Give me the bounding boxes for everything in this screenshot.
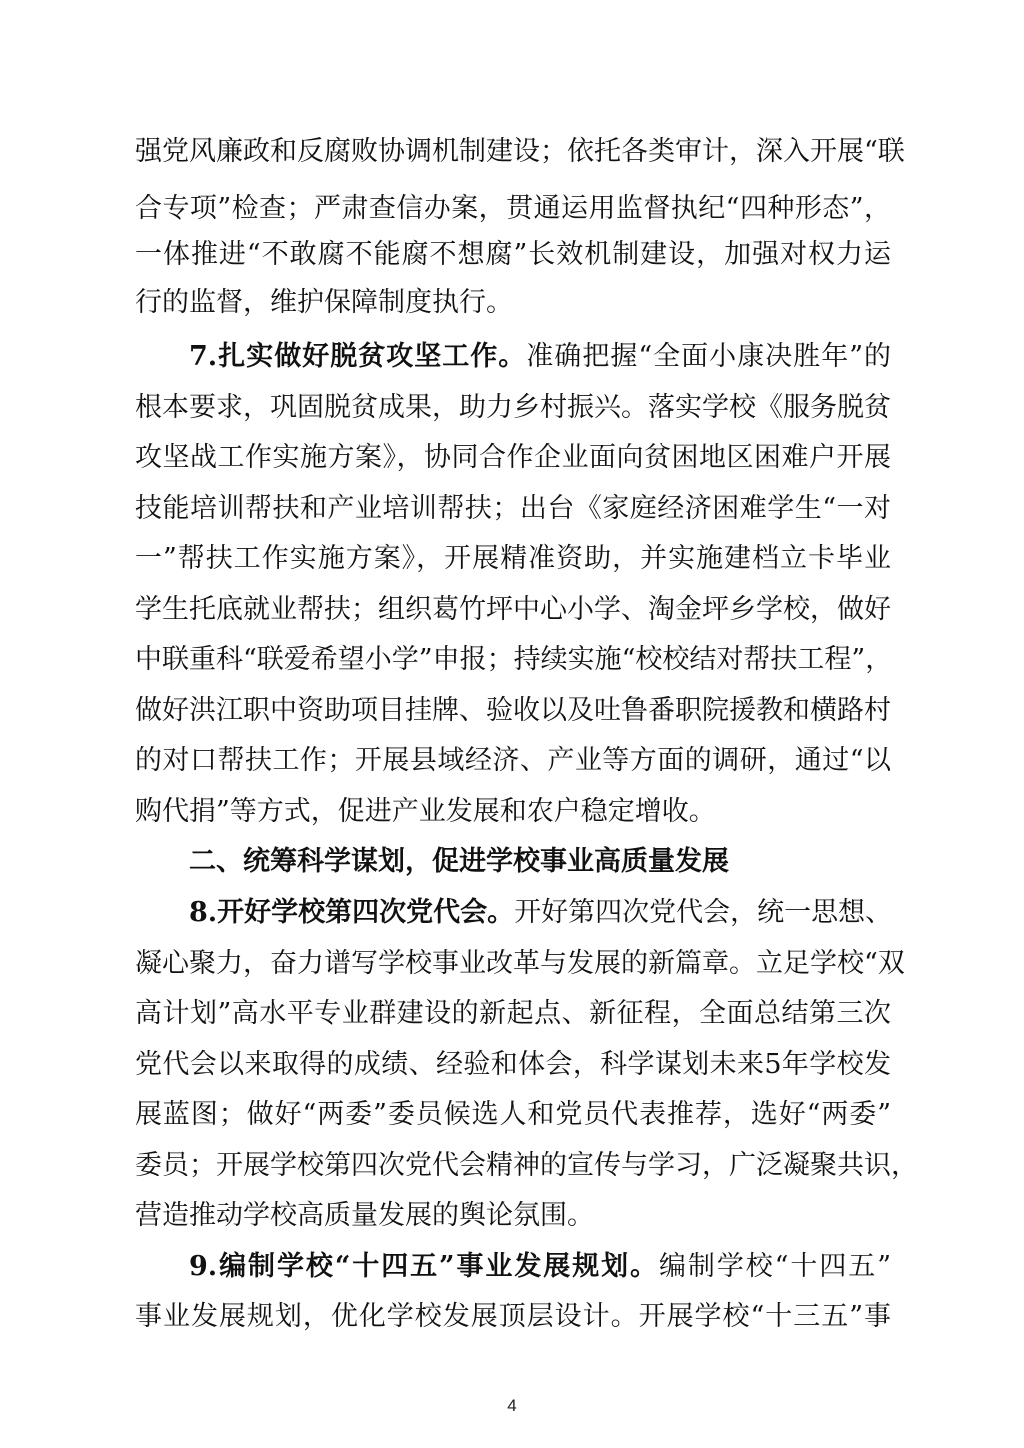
item-7-lead-text: 准确把握“全面小康决胜年”的	[526, 341, 892, 372]
text-line: 凝心聚力，奋力谱写学校事业改革与发展的新篇章。立足学校“双	[135, 948, 905, 979]
text-line: 展蓝图；做好“两委”委员候选人和党员代表推荐，选好“两委”	[135, 1099, 891, 1130]
item-8-title: 8.开好学校第四次党代会。	[189, 897, 515, 928]
text-line: 的对口帮扶工作；开展县域经济、产业等方面的调研，通过“以	[135, 745, 891, 776]
item-8-lead-text: 开好第四次党代会，统一思想、	[514, 897, 893, 928]
text-line: 一体推进“不敢腐不能腐不想腐”长效机制建设，加强对权力运	[135, 239, 891, 270]
text-line: 根本要求，巩固脱贫成果，助力乡村振兴。落实学校《服务脱贫	[135, 392, 891, 423]
text-line: 做好洪江职中资助项目挂牌、验收以及吐鲁番职院援教和横路村	[135, 695, 891, 726]
text-line: 合专项”检查；严肃查信办案，贯通运用监督执纪“四种形态”，	[135, 193, 891, 224]
item-9-first-line	[189, 1250, 891, 1284]
text-line: 中联重科“联爱希望小学”申报；持续实施“校校结对帮扶工程”，	[135, 644, 893, 675]
text-line: 强党风廉政和反腐败协调机制建设；依托各类审计，深入开展“联	[135, 136, 905, 167]
item-8-first-line	[189, 896, 891, 930]
text-line: 事业发展规划，优化学校发展顶层设计。开展学校“十三五”事	[135, 1301, 891, 1332]
text-line: 购代捐”等方式，促进产业发展和农户稳定增收。	[135, 796, 716, 827]
text-line: 学生托底就业帮扶；组织葛竹坪中心小学、淘金坪乡学校，做好	[135, 594, 891, 625]
page-number: 4	[507, 1396, 517, 1415]
text-line: 营造推动学校高质量发展的舆论氛围。	[135, 1200, 594, 1231]
text-line: 攻坚战工作实施方案》，协同合作企业面向贫困地区困难户开展	[135, 442, 891, 473]
item-7-first-line	[189, 340, 891, 374]
text-line: 党代会以来取得的成绩、经验和体会，科学谋划未来5年学校发	[135, 1049, 891, 1080]
text-line: 技能培训帮扶和产业培训帮扶；出台《家庭经济困难学生“一对	[135, 493, 891, 524]
section-heading: 二、统筹科学谋划，促进学校事业高质量发展	[189, 846, 729, 877]
text-line: 行的监督，维护保障制度执行。	[135, 287, 513, 318]
item-9-lead-text: 编制学校“十四五”	[658, 1251, 891, 1282]
text-line: 高计划”高水平专业群建设的新起点、新征程，全面总结第三次	[135, 998, 891, 1029]
text-line: 委员；开展学校第四次党代会精神的宣传与学习，广泛凝聚共识，	[135, 1150, 918, 1181]
item-9-title: 9.编制学校“十四五”事业发展规划。	[189, 1251, 659, 1282]
item-7-title: 7.扎实做好脱贫攻坚工作。	[189, 341, 527, 372]
text-line: 一”帮扶工作实施方案》，开展精准资助，并实施建档立卡毕业	[135, 543, 891, 574]
